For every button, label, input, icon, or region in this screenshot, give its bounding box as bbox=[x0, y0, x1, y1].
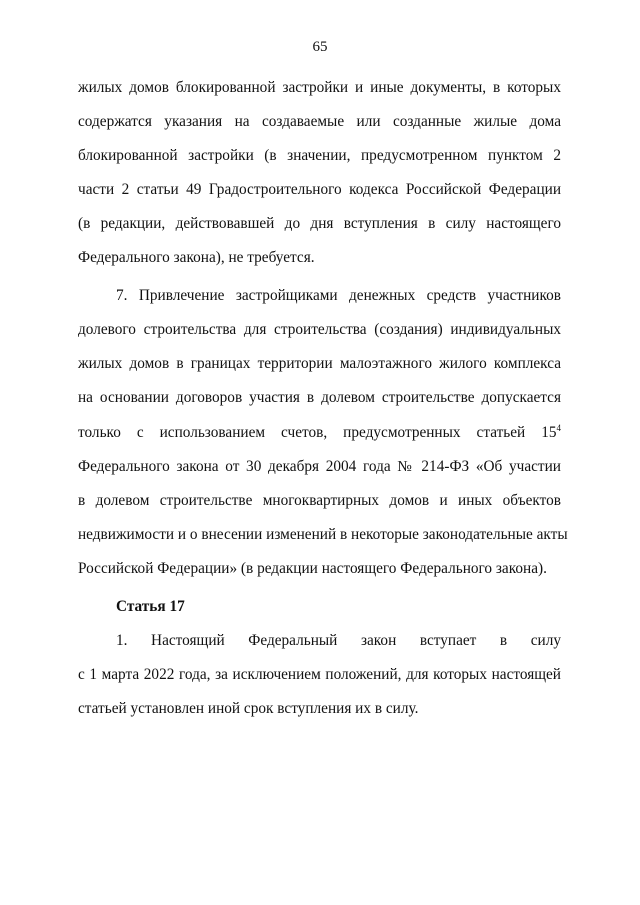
paragraph-line: 7. Привлечение застройщиками денежных средств участников bbox=[116, 287, 561, 304]
paragraph-line: части 2 статьи 49 Градостроительного кодекса Российской Федерации bbox=[78, 181, 561, 198]
paragraph-line: статьей установлен иной срок вступления их в силу. bbox=[78, 700, 419, 717]
superscript: 4 bbox=[556, 422, 561, 433]
paragraph-line: недвижимости и о внесении изменений в некоторые законодательные акты bbox=[78, 526, 568, 543]
paragraph-line: 1. Настоящий Федеральный закон вступает в силу bbox=[116, 632, 561, 649]
paragraph-line: Российской Федерации» (в редакции настоящего Федерального закона). bbox=[78, 560, 547, 577]
paragraph-line-with-footnote bbox=[78, 423, 561, 443]
paragraph-line: блокированной застройки (в значении, предусмотренном пунктом 2 bbox=[78, 147, 561, 164]
paragraph-line: Федерального закона от 30 декабря 2004 года № 214-ФЗ «Об участии bbox=[78, 458, 561, 475]
page-number: 65 bbox=[312, 39, 328, 55]
paragraph-line: долевого строительства для строительства (создания) индивидуальных bbox=[78, 321, 561, 338]
paragraph-line: жилых домов в границах территории малоэтажного жилого комплекса bbox=[78, 355, 561, 372]
article-heading: Статья 17 bbox=[116, 598, 185, 615]
paragraph-line-text: только с использованием счетов, предусмотренных статьей 15 bbox=[78, 424, 557, 441]
paragraph-line: на основании договоров участия в долевом строительстве допускается bbox=[78, 389, 561, 406]
paragraph-line: жилых домов блокированной застройки и иные документы, в которых bbox=[78, 79, 561, 96]
paragraph-line: содержатся указания на создаваемые или созданные жилые дома bbox=[78, 113, 561, 130]
paragraph-line: в долевом строительстве многоквартирных домов и иных объектов bbox=[78, 492, 561, 509]
paragraph-line: Федерального закона), не требуется. bbox=[78, 249, 315, 266]
paragraph-line: (в редакции, действовавшей до дня вступления в силу настоящего bbox=[78, 215, 561, 232]
paragraph-line: с 1 марта 2022 года, за исключением положений, для которых настоящей bbox=[78, 666, 561, 683]
